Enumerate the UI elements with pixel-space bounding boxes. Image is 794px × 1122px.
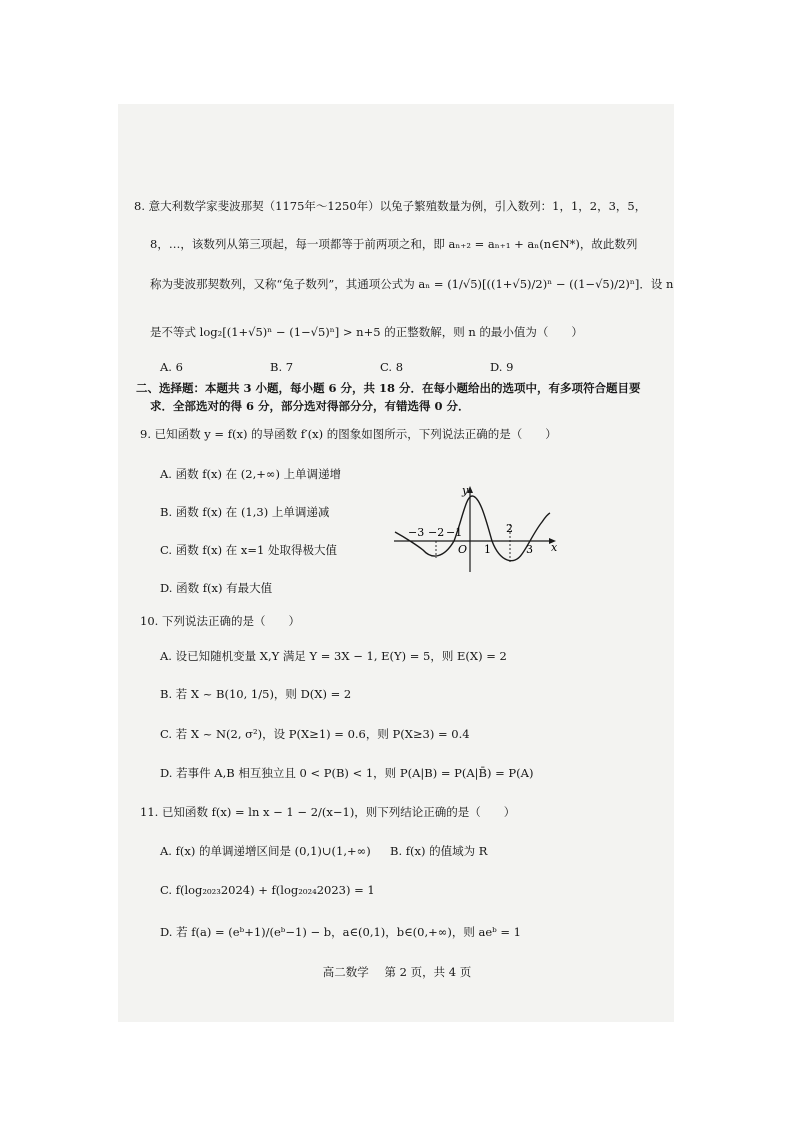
tick-label-1: 1 [484,543,491,556]
q9-derivative-graph [392,484,564,574]
q9-option-a: A. 函数 f(x) 在 (2,+∞) 上单调递增 [160,467,342,481]
q10-option-a: A. 设已知随机变量 X,Y 满足 Y = 3X − 1, E(Y) = 5，则 E(X) = 2 [160,649,507,663]
q9-option-c: C. 函数 f(x) 在 x=1 处取得极大值 [160,543,337,557]
q10-stem: 10. 下列说法正确的是（ ） [140,614,300,628]
q10-option-b: B. 若 X ~ B(10, 1/5)，则 D(X) = 2 [160,687,352,701]
tick-label-3: 3 [526,543,533,556]
page-footer [0,964,794,980]
origin-label: O [458,543,468,556]
q9-stem: 9. 已知函数 y = f(x) 的导函数 f′(x) 的图象如图所示，下列说法正确的是（ ） [140,427,557,441]
q10-option-c: C. 若 X ~ N(2, σ²)，设 P(X≥1) = 0.6，则 P(X≥3) = 0.4 [160,727,470,741]
x-axis-label: x [551,541,558,554]
q8-option-d: D. 9 [490,360,514,374]
q9-option-b: B. 函数 f(x) 在 (1,3) 上单调递减 [160,505,330,519]
q8-line-4: 是不等式 log₂[(1+√5)ⁿ − (1−√5)ⁿ] > n+5 的正整数解，则 n 的最小值为（ ） [150,325,583,339]
q8-option-a: A. 6 [160,360,183,374]
q10-option-d: D. 若事件 A,B 相互独立且 0 < P(B) < 1，则 P(A|B) = P(A|B̄) = P(A) [160,766,534,780]
q11-option-d: D. 若 f(a) = (eᵇ+1)/(eᵇ−1) − b，a∈(0,1)，b∈(0,+∞)，则 aeᵇ = 1 [160,925,521,939]
q8-line-3: 称为斐波那契数列，又称“兔子数列”，其通项公式为 aₙ = (1/√5)[((1+√5)/2)ⁿ − ((1−√5)/2)ⁿ]．设 n [150,277,674,291]
q11-stem: 11. 已知函数 f(x) = ln x − 1 − 2/(x−1)，则下列结论正确的是（ ） [140,805,516,819]
y-axis-label: y [462,484,469,497]
section-2-line-2: 求．全部选对的得 6 分，部分选对得部分分，有错选得 0 分． [150,399,470,413]
q11-option-a: A. f(x) 的单调递增区间是 (0,1)∪(1,+∞) [160,844,371,858]
q8-line-2: 8，…，该数列从第三项起，每一项都等于前两项之和，即 aₙ₊₂ = aₙ₊₁ + aₙ(n∈N*)，故此数列 [150,237,638,251]
q11-option-c: C. f(log₂₀₂₃2024) + f(log₂₀₂₄2023) = 1 [160,883,375,897]
q8-line-1: 8. 意大利数学家斐波那契（1175年～1250年）以兔子繁殖数量为例，引入数列：1，1，2，3，5， [134,199,647,213]
q9-option-d: D. 函数 f(x) 有最大值 [160,581,273,595]
tick-label-minus-2: −2 [428,526,445,539]
footer-page-number: 第 2 页，共 4 页 [384,965,472,979]
q8-option-c: C. 8 [380,360,404,374]
tick-label-minus-3: −3 [408,526,425,539]
section-2-line-1: 二、选择题：本题共 3 小题，每小题 6 分，共 18 分．在每小题给出的选项中，有多项符合题目要 [136,381,641,395]
q8-option-b: B. 7 [270,360,294,374]
q11-option-b: B. f(x) 的值域为 R [390,844,488,858]
tick-label-minus-1: −1 [446,526,463,539]
tick-label-2: 2 [506,522,513,535]
footer-subject: 高二数学 [322,965,369,979]
